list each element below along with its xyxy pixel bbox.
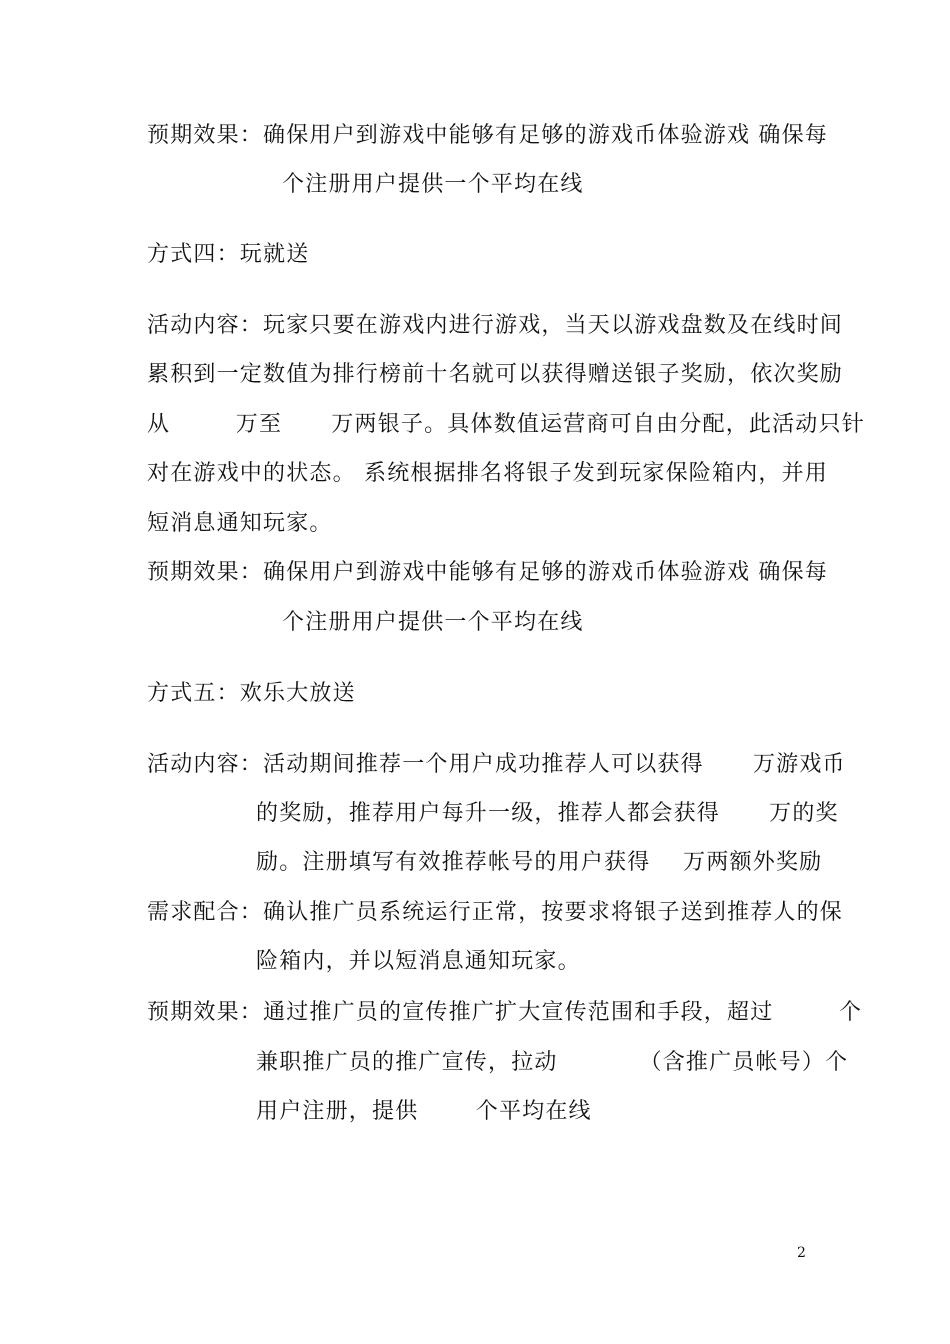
text-line: 活动内容：活动期间推荐一个用户成功推荐人可以获得 万游戏币	[147, 752, 846, 777]
text-line: 活动内容：玩家只要在游戏内进行游戏，当天以游戏盘数及在线时间	[147, 313, 844, 338]
text-line: 励。注册填写有效推荐帐号的用户获得 万两额外奖励	[256, 850, 823, 875]
section-heading: 方式五：欢乐大放送	[147, 681, 356, 706]
text-line: 累积到一定数值为排行榜前十名就可以获得赠送银子奖励，依次奖励	[147, 362, 844, 387]
text-line: 预期效果：通过推广员的宣传推广扩大宣传范围和手段，超过 个	[147, 1000, 863, 1025]
text-line: 兼职推广员的推广宣传，拉动 （含推广员帐号）个	[256, 1050, 849, 1075]
text-line: 个注册用户提供一个平均在线	[282, 610, 584, 635]
text-line: 预期效果：确保用户到游戏中能够有足够的游戏币体验游戏 确保每	[147, 560, 828, 585]
page-number: 2	[797, 1245, 806, 1261]
text-line: 险箱内，并以短消息通知玩家。	[256, 949, 581, 974]
section-heading: 方式四：玩就送	[147, 242, 310, 267]
text-line: 短消息通知玩家。	[147, 511, 333, 536]
text-line: 用户注册，提供 个平均在线	[256, 1099, 592, 1124]
text-line: 需求配合：确认推广员系统运行正常，按要求将银子送到推荐人的保	[147, 900, 844, 925]
text-line: 个注册用户提供一个平均在线	[282, 172, 584, 197]
text-line: 预期效果：确保用户到游戏中能够有足够的游戏币体验游戏 确保每	[147, 123, 828, 148]
text-line: 从 万至 万两银子。具体数值运营商可自由分配，此活动只针	[147, 412, 865, 437]
text-line: 对在游戏中的状态。 系统根据排名将银子发到玩家保险箱内，并用	[147, 461, 828, 486]
text-line: 的奖励，推荐用户每升一级，推荐人都会获得 万的奖	[256, 801, 839, 826]
